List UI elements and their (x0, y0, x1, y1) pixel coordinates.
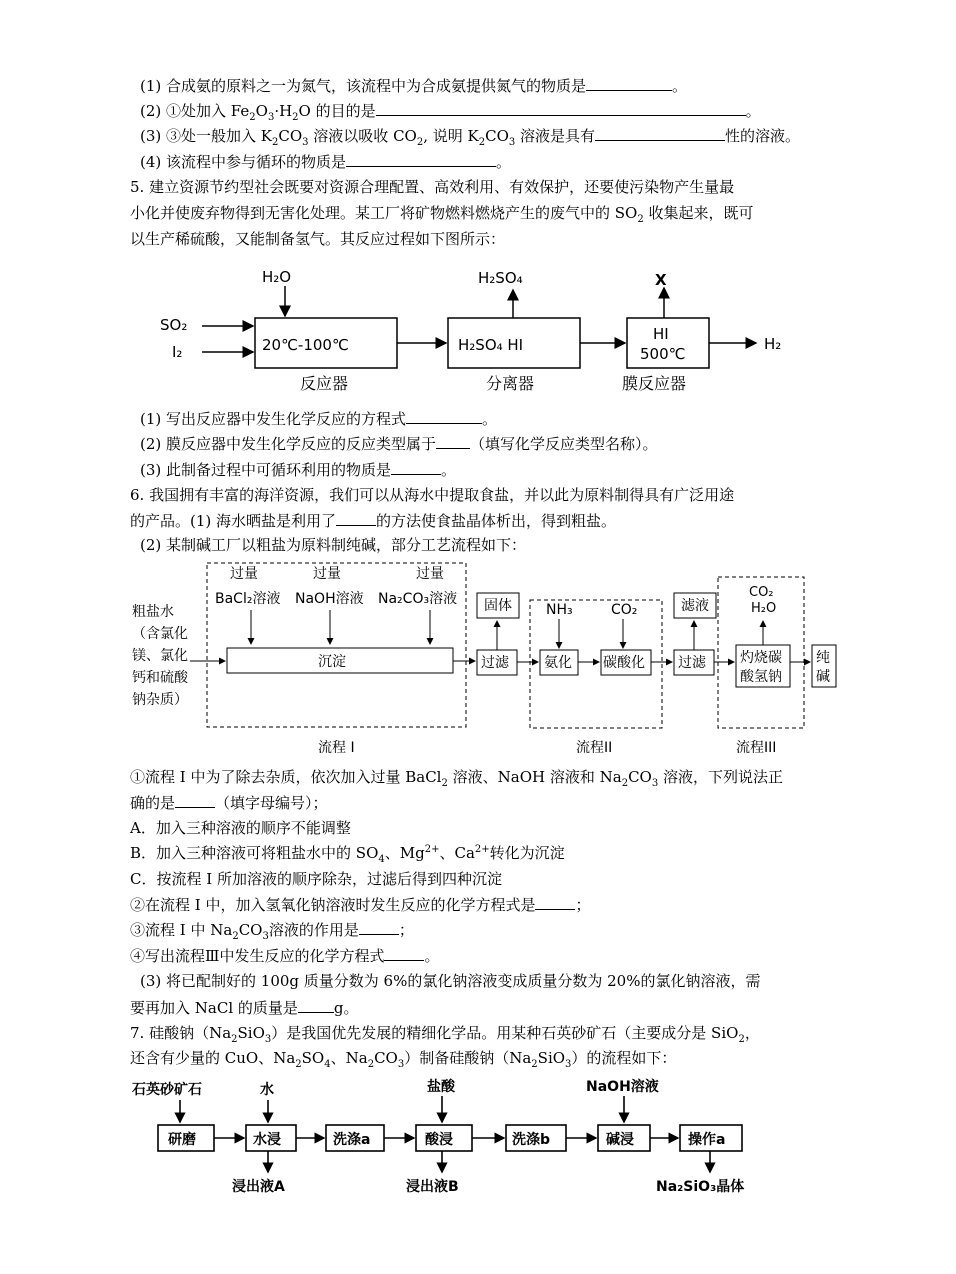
bacl2-label: BaCl₂溶液 (215, 591, 281, 607)
q6-item2: ②在流程 I 中，加入氢氧化钠溶液时发生反应的化学方程式是 ； (130, 893, 590, 916)
b1-label: 研磨 (168, 1132, 196, 1148)
answer-blank[interactable] (436, 432, 470, 449)
guolv2-box (674, 650, 714, 675)
nh3-label: NH₃ (546, 602, 573, 618)
answer-blank[interactable] (384, 944, 424, 961)
feed-line-5: 钠杂质） (132, 692, 188, 708)
zhuoshao-line-2: 酸氢钠 (740, 669, 782, 685)
product-label: Na₂SiO₃晶体 (656, 1179, 745, 1195)
feed-line-2: （含氯化 (132, 626, 188, 642)
q6-part3-line2: 要再加入 NaCl 的质量是 g。 (130, 996, 359, 1019)
q4-sub4: (4) 该流程中参与循环的物质是 。 (140, 150, 511, 173)
answer-blank[interactable] (336, 509, 376, 526)
answer-blank[interactable] (595, 124, 725, 141)
guoliang-3: 过量 (416, 566, 444, 582)
guolv2-label: 过滤 (678, 655, 706, 671)
feed-line-3: 镁、氯化 (132, 648, 188, 664)
separator-label: 分离器 (486, 374, 535, 393)
b3-box (326, 1125, 384, 1151)
q6-item4: ④写出流程Ⅲ中发生反应的化学方程式 。 (130, 944, 439, 967)
guoliang-2: 过量 (313, 566, 341, 582)
separator-box (448, 318, 580, 368)
option-c: C．按流程 I 所加溶液的顺序除杂，过滤后得到四种沉淀 (130, 870, 502, 888)
chunjian-box (812, 645, 836, 687)
q6-line2: 的产品。(1) 海水晒盐是利用了 的方法使食盐晶体析出，得到粗盐。 (130, 509, 616, 532)
membrane-reactor-label: 膜反应器 (622, 374, 687, 393)
lvye-box (674, 593, 716, 618)
q4-sub3: (3) ③处一般加入 $K_2CO_3$ 溶液以吸收 $CO_2$, 说明 $K_2CO_3$ 溶液是具有 性的溶液。 (140, 124, 800, 147)
q6-part3-line1: (3) 将已配制好的 100g 质量分数为 6%的氯化钠溶液变成质量分数为 20%的氯化钠溶液，需 (140, 972, 761, 990)
process3-label: 流程III (736, 740, 777, 756)
outA-label: 浸出液A (232, 1179, 285, 1195)
q6-item1-line1: ①流程 I 中为了除去杂质，依次加入过量 BaCl$_2$ 溶液、NaOH 溶液和 $Na_2CO_3$ 溶液，下列说法正 (130, 768, 783, 789)
q6-item3: ③流程 I 中 $Na_2CO_3$溶液的作用是 ； (130, 918, 414, 941)
anhua-label: 氨化 (544, 655, 572, 671)
q4-sub1: (1) 合成氨的原料之一为氮气，该流程中为合成氨提供氮气的物质是 。 (140, 74, 687, 97)
reactor-box (255, 318, 397, 368)
process2-dashed (530, 600, 662, 728)
h2so4-output-label: H₂SO₄ (478, 269, 523, 287)
separator-content: H₂SO₄ HI (458, 336, 524, 354)
process2-label: 流程II (576, 740, 613, 756)
answer-blank[interactable] (346, 150, 496, 167)
b2-label: 水浸 (253, 1132, 281, 1148)
option-a: A．加入三种溶液的顺序不能调整 (130, 819, 351, 837)
chendian-box (227, 648, 453, 673)
naoh-solution-label: NaOH溶液 (586, 1079, 659, 1095)
q5-q1: (1) 写出反应器中发生化学反应的方程式 。 (140, 407, 497, 430)
q6-line3: (2) 某制碱工厂以粗盐为原料制纯碱，部分工艺流程如下： (140, 536, 527, 554)
b3-label: 洗涤a (333, 1132, 371, 1148)
feed-line-1: 粗盐水 (132, 604, 174, 620)
process1-label: 流程 I (318, 740, 355, 756)
membrane-reactor-box (627, 318, 709, 368)
h2o-input-label: H₂O (262, 268, 292, 286)
q5-line2: 小化并使废弃物得到无害化处理。某工厂将矿物燃料燃烧产生的废气中的 $SO_2$ 收集起来，既可 (130, 204, 754, 225)
q5-line3: 以生产稀硫酸，又能制备氢气。其反应过程如下图所示： (130, 230, 506, 248)
answer-blank[interactable] (391, 458, 441, 475)
q5-line1: 5. 建立资源节约型社会既要对资源合理配置、高效利用、有效保护，还要使污染物产生量最 (130, 178, 735, 196)
q7-line2: 还含有少量的 CuO、$Na_2SO_4$、$Na_2CO_3$）制备硅酸钠$(Na_2SiO_3)$的流程如下： (130, 1049, 677, 1070)
water-label: 水 (260, 1082, 274, 1098)
q4-sub2: (2) ①处加入 $Fe_2O_3\cdot H_2O$ 的目的是 。 (140, 99, 761, 122)
q6-item1-line2: 确的是 （填字母编号）； (130, 791, 328, 814)
lvye-label: 滤液 (681, 598, 709, 614)
reactor-temp: 20℃-100℃ (262, 336, 349, 354)
b4-box (416, 1125, 472, 1151)
chunjian-line-1: 纯 (816, 650, 830, 666)
na2co3-label: Na₂CO₃溶液 (378, 591, 458, 607)
answer-blank[interactable] (586, 74, 672, 91)
tansuanhua-box (601, 650, 651, 675)
co2-output-label: CO₂ (749, 585, 774, 600)
zhuoshao-box (736, 645, 790, 687)
guti-label: 固体 (484, 598, 512, 614)
h2o-output-label: H₂O (751, 601, 777, 616)
option-b: B．加入三种溶液可将粗盐水中的 $SO_4$、$Mg^{2+}$、$Ca^{2+}$转化为沉淀 (130, 844, 565, 865)
membrane-content-temp: 500℃ (640, 345, 686, 363)
naoh-label: NaOH溶液 (295, 591, 364, 607)
q7-line1: 7. 硅酸钠$(Na_2SiO_3)$是我国优先发展的精细化学品。用某种石英砂矿石（主要成分是 SiO$_2$， (130, 1024, 760, 1045)
process1-dashed (207, 563, 466, 727)
h2-output-label: H₂ (764, 335, 782, 353)
answer-blank[interactable] (175, 791, 215, 808)
b6-label: 碱浸 (606, 1132, 634, 1148)
q5-q3: (3) 此制备过程中可循环利用的物质是 。 (140, 458, 456, 481)
acid-label: 盐酸 (427, 1079, 455, 1095)
guolv1-box (477, 650, 517, 675)
anhua-box (540, 650, 578, 675)
x-output-label: X (655, 271, 667, 289)
answer-blank[interactable] (406, 407, 482, 424)
answer-blank[interactable] (376, 99, 746, 116)
chunjian-line-2: 碱 (816, 669, 830, 685)
tansuanhua-label: 碳酸化 (603, 655, 645, 671)
answer-blank[interactable] (359, 918, 399, 935)
reactor-label: 反应器 (300, 374, 349, 393)
b4-label: 酸浸 (425, 1132, 453, 1148)
b5-box (506, 1125, 566, 1151)
chendian-label: 沉淀 (318, 654, 346, 670)
co2-label: CO₂ (611, 602, 638, 618)
zhuoshao-line-1: 灼烧碳 (740, 650, 782, 666)
b7-box (680, 1125, 742, 1151)
answer-blank[interactable] (535, 893, 575, 910)
guoliang-1: 过量 (230, 566, 258, 582)
b2-box (246, 1125, 296, 1151)
guolv1-label: 过滤 (481, 655, 509, 671)
b6-box (598, 1125, 650, 1151)
membrane-content-hi: HI (653, 325, 669, 343)
b7-label: 操作a (688, 1132, 726, 1148)
b5-label: 洗涤b (512, 1132, 551, 1148)
b1-box (158, 1125, 214, 1151)
answer-blank[interactable] (298, 996, 334, 1013)
so2-label: SO₂ (160, 316, 188, 334)
outB-label: 浸出液B (406, 1179, 459, 1195)
q6-line1: 6. 我国拥有丰富的海洋资源，我们可以从海水中提取食盐，并以此为原料制得具有广泛用途 (130, 486, 735, 504)
feed-line-4: 钙和硫酸 (132, 670, 188, 686)
ore-label: 石英砂矿石 (132, 1082, 202, 1098)
process3-dashed (718, 577, 804, 728)
q5-q2: (2) 膜反应器中发生化学反应的反应类型属于 （填写化学反应类型名称）。 (140, 432, 658, 455)
guti-box (477, 593, 519, 618)
i2-label: I₂ (172, 343, 183, 361)
